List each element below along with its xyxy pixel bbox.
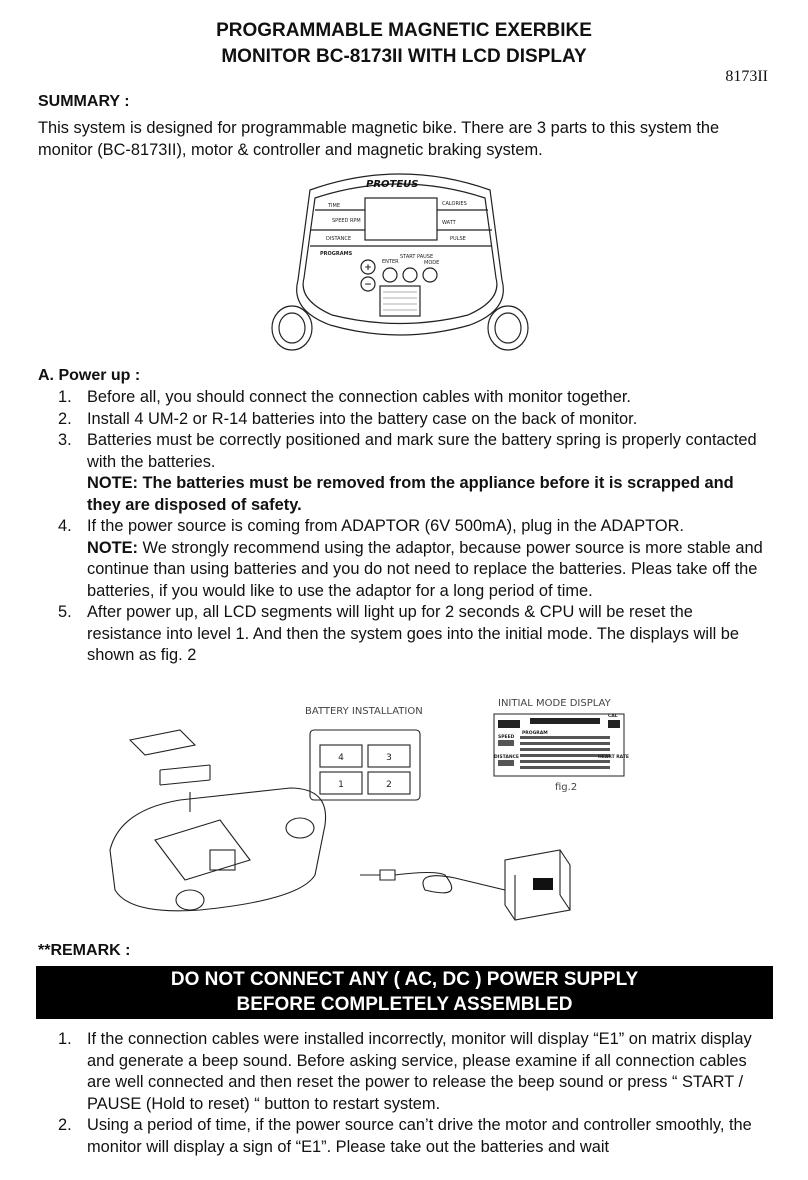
lcd-cal-label: CAL	[608, 714, 618, 719]
start-pause-label: START PAUSE	[400, 254, 434, 260]
remark-heading: **REMARK :	[38, 942, 131, 959]
power-up-heading: A. Power up :	[38, 367, 141, 384]
cell-label: 1	[338, 780, 344, 790]
item-text: Using a period of time, if the power source can’t drive the motor and controller smoothly, the monitor will display a sign of “E1”. Please take out the batteries and wait	[87, 1116, 752, 1156]
list-item	[58, 602, 768, 667]
summary-text: This system is designed for programmable magnetic bike. There are 3 parts to this system the monitor (BC-8173II), motor & controller and magnetic braking system.	[38, 119, 720, 159]
lcd-heart-rate-label: HEART RATE	[598, 755, 629, 760]
power-up-list	[58, 387, 768, 667]
speed-label: SPEED RPM	[332, 218, 361, 224]
fig-caption: fig.2	[555, 782, 578, 793]
watt-label: WATT	[442, 220, 456, 226]
item-number: 5.	[58, 603, 72, 621]
monitor-figure	[270, 160, 530, 360]
minus-icon: −	[364, 280, 372, 290]
list-item	[58, 516, 768, 602]
plus-icon: +	[364, 263, 372, 273]
item-number: 4.	[58, 517, 72, 535]
brand-logo: PROTEUS	[366, 179, 419, 190]
enter-label: ENTER	[382, 259, 399, 265]
battery-installation-title: BATTERY INSTALLATION	[305, 706, 423, 717]
cell-label: 2	[386, 780, 392, 790]
adaptor-note	[87, 538, 768, 603]
title-line-2: MONITOR BC-8173II WITH LCD DISPLAY	[221, 46, 587, 67]
distance-label: DISTANCE	[326, 236, 351, 242]
initial-mode-title: INITIAL MODE DISPLAY	[498, 698, 611, 709]
lcd-speed-label: SPEED	[498, 735, 515, 740]
item-text: After power up, all LCD segments will light up for 2 seconds & CPU will be reset the resistance into level 1. And then the system goes into the initial mode. The displays will be shown as fig. 2	[87, 603, 740, 664]
note-label: NOTE:	[87, 538, 138, 557]
warning-banner	[36, 966, 773, 1019]
document-title	[0, 18, 808, 70]
list-item	[58, 430, 768, 516]
cell-label: 3	[386, 753, 392, 763]
mode-label: MODE	[424, 260, 440, 266]
banner-line-2: BEFORE COMPLETELY ASSEMBLED	[236, 994, 573, 1015]
list-item	[58, 1115, 768, 1158]
initial-mode-display-figure	[480, 692, 640, 802]
cell-label: 4	[338, 753, 344, 763]
item-text: If the connection cables were installed incorrectly, monitor will display “E1” on matrix display and generate a beep sound. Before asking service, please examine if all connection cables are well connected and then reset the power to release the beep sound or press “ START / PAUSE (Hold to reset) “ button to restart system.	[87, 1030, 752, 1113]
banner-line-1: DO NOT CONNECT ANY ( AC, DC ) POWER SUPPLY	[170, 969, 639, 990]
item-text: Before all, you should connect the connection cables with monitor together.	[87, 388, 631, 406]
summary-heading: SUMMARY :	[38, 93, 130, 110]
item-text: If the power source is coming from ADAPTOR (6V 500mA), plug in the ADAPTOR.	[87, 517, 684, 535]
lcd-program-label: PROGRAM	[522, 731, 548, 736]
adaptor-figure	[355, 830, 585, 930]
pulse-label: PULSE	[450, 236, 466, 242]
calories-label: CALORIES	[442, 201, 467, 207]
battery-disposal-note: NOTE: The batteries must be removed from the appliance before it is scrapped and they are disposed of safety.	[87, 474, 734, 514]
item-number: 2.	[58, 1116, 72, 1134]
programs-label: PROGRAMS	[320, 251, 353, 257]
time-label: TIME	[328, 203, 341, 209]
item-number: 1.	[58, 1030, 72, 1048]
item-text: Batteries must be correctly positioned and mark sure the battery spring is properly contacted with the batteries.	[87, 431, 757, 471]
list-item	[58, 409, 768, 431]
model-code: 8173II	[725, 68, 768, 85]
lcd-distance-label: DISTANCE	[494, 755, 519, 760]
list-item	[58, 1029, 768, 1115]
item-text: Install 4 UM-2 or R-14 batteries into the battery case on the back of monitor.	[87, 409, 638, 428]
list-item	[58, 387, 768, 409]
item-number: 2.	[58, 409, 72, 428]
title-line-1: PROGRAMMABLE MAGNETIC EXERBIKE	[216, 20, 592, 41]
remark-list	[58, 1029, 768, 1158]
item-number: 3.	[58, 431, 72, 449]
note-text: We strongly recommend using the adaptor, because power source is more stable and continue than using batteries and you do not need to replace the batteries. Pleas take off the batteries, if you would like to use the adaptor for a long period of time.	[87, 538, 763, 600]
item-number: 1.	[58, 388, 72, 406]
